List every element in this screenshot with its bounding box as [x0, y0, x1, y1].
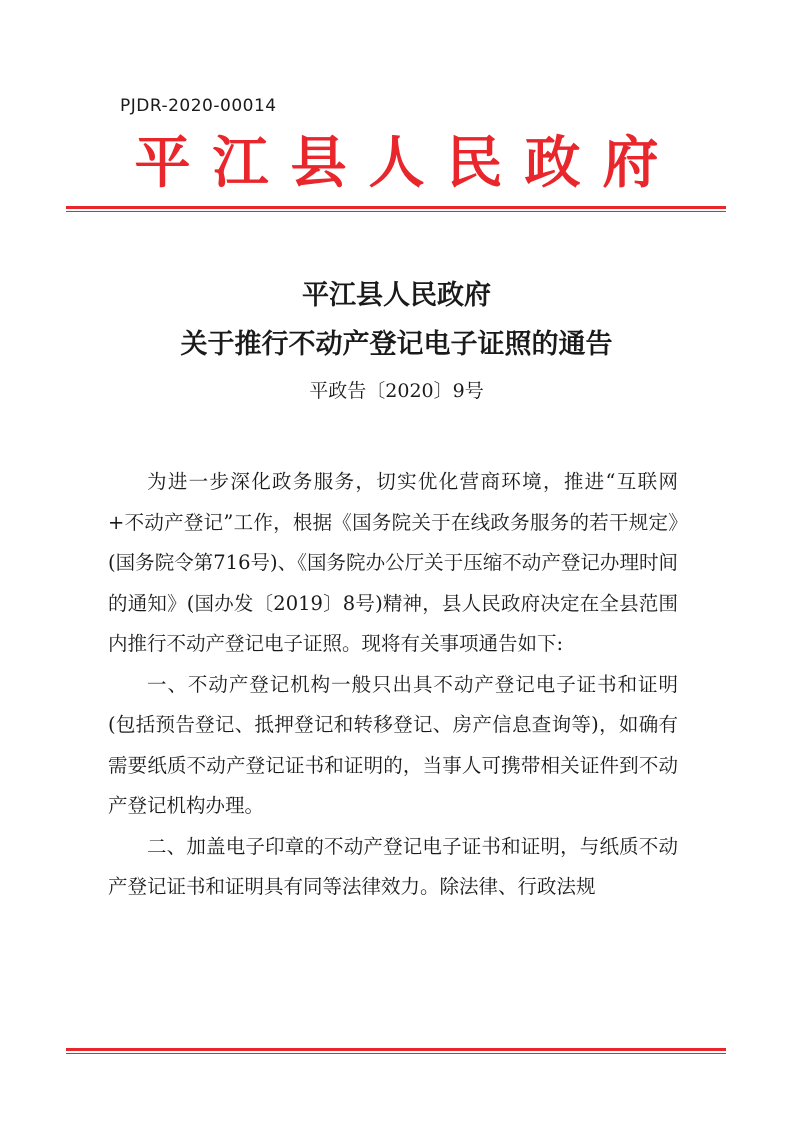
- title-line-2: 关于推行不动产登记电子证照的通告: [180, 329, 613, 360]
- paragraph-intro: 为进一步深化政务服务，切实优化营商环境，推进“互联网+不动产登记”工作，根据《国务院关于在线政务服务的若干规定》(国务院令第716号)、《国务院办公厅关于压缩不动产登记办理时间的通知》(国办发〔2019〕8号)精神，县人民政府决定在全县范围内推行不动产登记电子证照。现将有关事项通告如下:: [108, 470, 678, 655]
- issuer-header: 平江县人民政府: [134, 130, 681, 196]
- document-number: 平政告〔2020〕9号: [309, 380, 484, 402]
- document-id: PJDR-2020-00014: [120, 96, 277, 116]
- paragraph-item-1: 一、不动产登记机构一般只出具不动产登记电子证书和证明(包括预告登记、抵押登记和转移登记、房产信息查询等)，如确有需要纸质不动产登记证书和证明的，当事人可携带相关证件到不动产登记机构办理。: [108, 672, 678, 817]
- paragraph-item-2: 二、加盖电子印章的不动产登记电子证书和证明，与纸质不动产登记证书和证明具有同等法律效力。除法律、行政法规: [108, 834, 678, 898]
- title-line-1: 平江县人民政府: [302, 280, 491, 311]
- body-text: [108, 462, 678, 908]
